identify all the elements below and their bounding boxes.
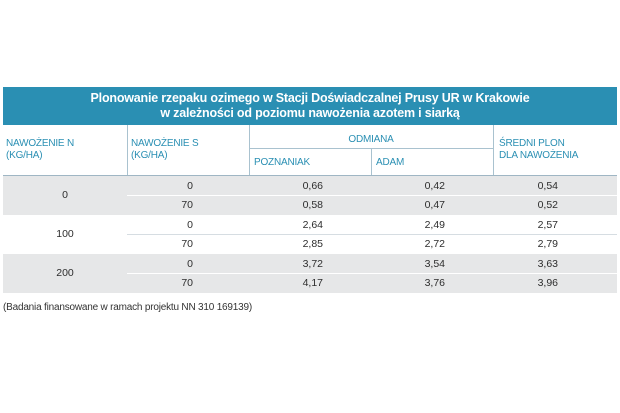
- header-sulfur: [131, 138, 198, 162]
- sulfur-value: 70: [181, 277, 193, 289]
- header-average: [499, 138, 578, 162]
- table-row-group: [3, 176, 617, 215]
- row-divider: [127, 195, 617, 196]
- nitrogen-value: 200: [56, 267, 74, 279]
- title-line-1: Plonowanie rzepaku ozimego w Stacji Doświadczalnej Prusy UR w Krakowie: [90, 91, 530, 105]
- header-nitrogen-line2: (KG/HA): [6, 150, 43, 161]
- poznaniak-value: 4,17: [302, 277, 323, 289]
- average-value: 2,79: [537, 238, 558, 250]
- average-value: 2,57: [537, 219, 558, 231]
- header-poznaniak: POZNANIAK: [254, 157, 310, 168]
- table-row-group: [3, 215, 617, 254]
- sulfur-value: 0: [187, 180, 193, 192]
- adam-value: 3,54: [424, 258, 445, 270]
- adam-value: 0,42: [424, 180, 445, 192]
- col-divider: [127, 125, 128, 175]
- average-value: 3,96: [537, 277, 558, 289]
- col-divider: [249, 125, 250, 175]
- row-divider: [127, 273, 617, 274]
- average-value: 0,52: [537, 199, 558, 211]
- sulfur-value: 70: [181, 238, 193, 250]
- nitrogen-value: 100: [56, 228, 74, 240]
- poznaniak-value: 2,85: [302, 238, 323, 250]
- adam-value: 2,49: [424, 219, 445, 231]
- sulfur-value: 70: [181, 199, 193, 211]
- poznaniak-value: 0,58: [302, 199, 323, 211]
- sulfur-value: 0: [187, 258, 193, 270]
- adam-value: 0,47: [424, 199, 445, 211]
- title-line-2: w zależności od poziomu nawożenia azotem i siarką: [160, 106, 460, 120]
- header-average-line2: DLA NAWOŻENIA: [499, 150, 579, 161]
- adam-value: 2,72: [424, 238, 445, 250]
- table-title: [3, 87, 617, 125]
- nitrogen-value: 0: [62, 189, 68, 201]
- sulfur-value: 0: [187, 219, 193, 231]
- poznaniak-value: 2,64: [302, 219, 323, 231]
- header-adam: ADAM: [376, 157, 405, 168]
- average-value: 0,54: [537, 180, 558, 192]
- poznaniak-value: 0,66: [302, 180, 323, 192]
- row-divider: [127, 234, 617, 235]
- table-body: [3, 176, 617, 293]
- yield-table: [3, 87, 617, 293]
- header-nitrogen: [6, 138, 74, 162]
- footnote: (Badania finansowane w ramach projektu NN 310 169139): [3, 302, 252, 313]
- col-divider: [371, 148, 372, 175]
- header-variety: ODMIANA: [348, 134, 394, 145]
- header-average-line1: ŚREDNI PLON: [499, 138, 565, 149]
- header-nitrogen-line1: NAWOŻENIE N: [6, 138, 74, 149]
- table-header: [3, 125, 617, 176]
- header-sulfur-line1: NAWOŻENIE S: [131, 138, 199, 149]
- header-sulfur-line2: (KG/HA): [131, 150, 168, 161]
- adam-value: 3,76: [424, 277, 445, 289]
- average-value: 3,63: [537, 258, 558, 270]
- col-divider: [493, 125, 494, 175]
- poznaniak-value: 3,72: [302, 258, 323, 270]
- table-row-group: [3, 254, 617, 293]
